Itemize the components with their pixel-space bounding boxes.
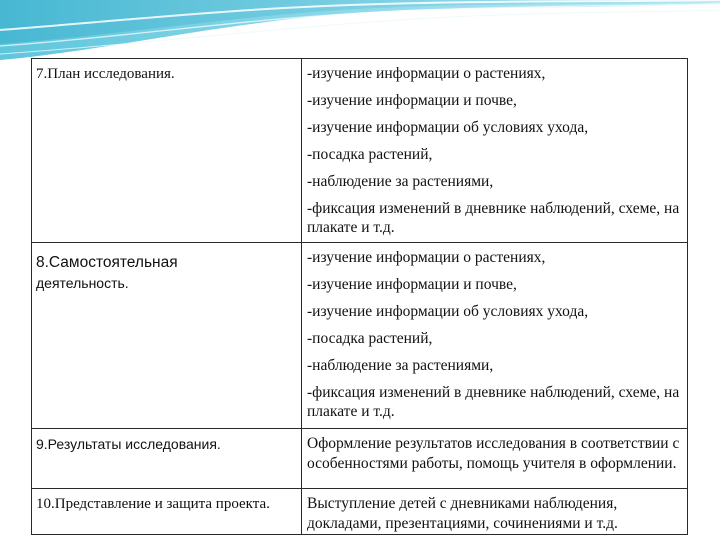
step-label: 10.Представление и защита проекта.	[36, 496, 270, 512]
step-label-title: 8.Самостоятельная	[36, 254, 178, 271]
step-description-text: Выступление детей с дневниками наблюдения, докладами, презентациями, сочинениями и т.д.	[307, 495, 618, 532]
table-cell-right	[302, 489, 688, 535]
list-item: -изучение информации о растениях,	[307, 249, 546, 266]
table-cell-left	[32, 59, 302, 243]
list-item: -посадка растений,	[307, 330, 433, 347]
list-item: -фиксация изменений в дневнике наблюдений, схеме, на плакате и т.д.	[307, 200, 680, 236]
project-plan-table	[31, 58, 688, 535]
list-item: -изучение информации и почве,	[307, 92, 517, 109]
table-cell-right	[302, 429, 688, 489]
table-row	[32, 243, 688, 429]
step-description	[302, 429, 687, 474]
list-item: -изучение информации об условиях ухода,	[307, 119, 589, 136]
list-item: -посадка растений,	[307, 146, 433, 163]
step-label: 7.План исследования.	[36, 66, 175, 82]
table-cell-right	[302, 243, 688, 429]
step-activity-list	[302, 59, 687, 237]
list-item: -изучение информации и почве,	[307, 276, 517, 293]
table-cell-left	[32, 243, 302, 429]
table-cell-left	[32, 429, 302, 489]
step-label	[32, 429, 301, 488]
step-description	[302, 489, 687, 534]
step-activity-list	[302, 243, 687, 421]
list-item: -фиксация изменений в дневнике наблюдений, схеме, на плакате и т.д.	[307, 384, 680, 420]
header-wave-decoration	[0, 0, 720, 62]
table-cell-left	[32, 489, 302, 535]
step-label-subtitle: деятельность.	[36, 275, 129, 291]
table-cell-right	[302, 59, 688, 243]
table-row	[32, 429, 688, 489]
table-row	[32, 489, 688, 535]
list-item: -наблюдение за растениями,	[307, 357, 494, 374]
table-row	[32, 59, 688, 243]
list-item: -изучение информации об условиях ухода,	[307, 303, 589, 320]
step-description-text: Оформление результатов исследования в соответствии с особенностями работы, помощь учителя в оформлении.	[307, 435, 680, 472]
step-label	[32, 243, 301, 428]
list-item: -наблюдение за растениями,	[307, 173, 494, 190]
list-item: -изучение информации о растениях,	[307, 65, 546, 82]
step-label-text: 9.Результаты исследования.	[36, 436, 221, 452]
